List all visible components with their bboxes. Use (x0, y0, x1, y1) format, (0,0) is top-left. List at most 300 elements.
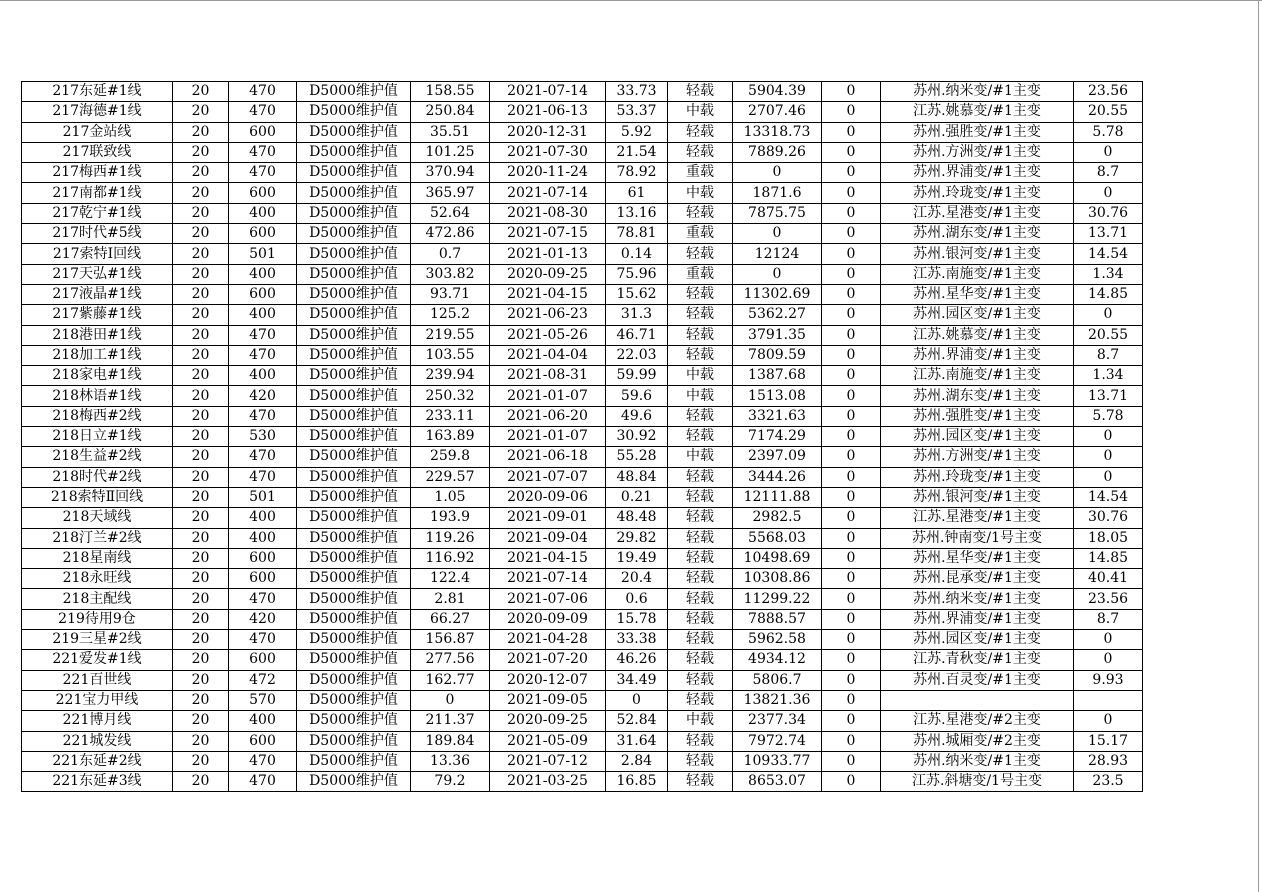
cell-margin[interactable]: 5962.58 (733, 630, 822, 650)
cell-transformer[interactable]: 江苏.姚慕变/#1主变 (881, 325, 1074, 345)
cell-load-rate[interactable]: 59.6 (606, 386, 668, 406)
cell-line-name[interactable]: 217海德#1线 (22, 102, 173, 122)
cell-transformer[interactable]: 苏州.强胜变/#1主变 (881, 122, 1074, 142)
cell-line-name[interactable]: 218林语#1线 (22, 386, 173, 406)
cell-data-source[interactable]: D5000维护值 (297, 325, 411, 345)
cell-load-status[interactable]: 轻载 (668, 203, 733, 223)
cell-load-status[interactable]: 轻载 (668, 427, 733, 447)
cell-load-status[interactable]: 中载 (668, 183, 733, 203)
cell-data-source[interactable]: D5000维护值 (297, 690, 411, 710)
cell-flag[interactable]: 0 (822, 772, 881, 792)
cell-data-source[interactable]: D5000维护值 (297, 224, 411, 244)
cell-load-value[interactable]: 0.7 (411, 244, 490, 264)
cell-flag[interactable]: 0 (822, 467, 881, 487)
cell-voltage[interactable]: 20 (173, 244, 229, 264)
cell-margin[interactable]: 0 (733, 264, 822, 284)
cell-data-source[interactable]: D5000维护值 (297, 284, 411, 304)
cell-load-value[interactable]: 219.55 (411, 325, 490, 345)
cell-load-rate[interactable]: 29.82 (606, 528, 668, 548)
cell-date[interactable]: 2021-03-25 (490, 772, 606, 792)
cell-load-rate[interactable]: 78.92 (606, 163, 668, 183)
cell-load-status[interactable]: 轻载 (668, 325, 733, 345)
cell-load-rate[interactable]: 21.54 (606, 142, 668, 162)
cell-load-status[interactable]: 轻载 (668, 630, 733, 650)
cell-line-name[interactable]: 219三星#2线 (22, 630, 173, 650)
cell-line-name[interactable]: 217东延#1线 (22, 82, 173, 102)
cell-transformer-value[interactable]: 14.54 (1074, 244, 1143, 264)
cell-date[interactable]: 2021-04-15 (490, 284, 606, 304)
cell-load-value[interactable]: 66.27 (411, 609, 490, 629)
cell-load-status[interactable]: 轻载 (668, 609, 733, 629)
cell-transformer-value[interactable]: 30.76 (1074, 203, 1143, 223)
cell-rated-capacity[interactable]: 470 (229, 345, 297, 365)
cell-load-rate[interactable]: 20.4 (606, 569, 668, 589)
cell-load-status[interactable]: 轻载 (668, 305, 733, 325)
cell-load-status[interactable]: 轻载 (668, 467, 733, 487)
cell-margin[interactable]: 1387.68 (733, 366, 822, 386)
cell-load-rate[interactable]: 49.6 (606, 406, 668, 426)
cell-load-rate[interactable]: 0.21 (606, 487, 668, 507)
cell-transformer[interactable]: 苏州.湖东变/#1主变 (881, 386, 1074, 406)
cell-margin[interactable]: 3444.26 (733, 467, 822, 487)
cell-transformer-value[interactable] (1074, 690, 1143, 710)
cell-line-name[interactable]: 217乾宁#1线 (22, 203, 173, 223)
cell-date[interactable]: 2021-05-26 (490, 325, 606, 345)
cell-transformer-value[interactable]: 8.7 (1074, 163, 1143, 183)
cell-margin[interactable]: 11299.22 (733, 589, 822, 609)
cell-flag[interactable]: 0 (822, 690, 881, 710)
cell-transformer[interactable]: 江苏.星港变/#1主变 (881, 203, 1074, 223)
cell-load-value[interactable]: 162.77 (411, 670, 490, 690)
cell-line-name[interactable]: 217梅西#1线 (22, 163, 173, 183)
cell-load-value[interactable]: 259.8 (411, 447, 490, 467)
cell-load-status[interactable]: 轻载 (668, 345, 733, 365)
cell-load-rate[interactable]: 34.49 (606, 670, 668, 690)
cell-load-rate[interactable]: 31.3 (606, 305, 668, 325)
cell-load-rate[interactable]: 59.99 (606, 366, 668, 386)
cell-date[interactable]: 2021-07-30 (490, 142, 606, 162)
cell-transformer[interactable]: 苏州.园区变/#1主变 (881, 305, 1074, 325)
cell-transformer[interactable]: 苏州.玲珑变/#1主变 (881, 183, 1074, 203)
cell-voltage[interactable]: 20 (173, 406, 229, 426)
cell-voltage[interactable]: 20 (173, 731, 229, 751)
cell-rated-capacity[interactable]: 600 (229, 284, 297, 304)
cell-transformer-value[interactable]: 23.56 (1074, 589, 1143, 609)
cell-voltage[interactable]: 20 (173, 305, 229, 325)
cell-load-value[interactable]: 119.26 (411, 528, 490, 548)
cell-load-status[interactable]: 轻载 (668, 548, 733, 568)
cell-load-value[interactable]: 233.11 (411, 406, 490, 426)
cell-transformer[interactable]: 苏州.昆承变/#1主变 (881, 569, 1074, 589)
cell-date[interactable]: 2020-12-31 (490, 122, 606, 142)
cell-rated-capacity[interactable]: 420 (229, 609, 297, 629)
cell-load-value[interactable]: 239.94 (411, 366, 490, 386)
cell-line-name[interactable]: 221百世线 (22, 670, 173, 690)
cell-load-rate[interactable]: 15.62 (606, 284, 668, 304)
cell-margin[interactable]: 7972.74 (733, 731, 822, 751)
cell-rated-capacity[interactable]: 600 (229, 650, 297, 670)
cell-flag[interactable]: 0 (822, 487, 881, 507)
cell-date[interactable]: 2021-07-06 (490, 589, 606, 609)
cell-voltage[interactable]: 20 (173, 325, 229, 345)
cell-transformer[interactable]: 苏州.纳米变/#1主变 (881, 82, 1074, 102)
cell-line-name[interactable]: 218主配线 (22, 589, 173, 609)
cell-rated-capacity[interactable]: 470 (229, 325, 297, 345)
cell-load-rate[interactable]: 31.64 (606, 731, 668, 751)
cell-margin[interactable]: 13821.36 (733, 690, 822, 710)
cell-transformer[interactable]: 苏州.纳米变/#1主变 (881, 589, 1074, 609)
cell-load-status[interactable]: 轻载 (668, 650, 733, 670)
cell-flag[interactable]: 0 (822, 569, 881, 589)
cell-voltage[interactable]: 20 (173, 711, 229, 731)
cell-line-name[interactable]: 217时代#5线 (22, 224, 173, 244)
cell-load-status[interactable]: 中载 (668, 447, 733, 467)
cell-load-status[interactable]: 轻载 (668, 244, 733, 264)
cell-line-name[interactable]: 217南都#1线 (22, 183, 173, 203)
cell-margin[interactable]: 5806.7 (733, 670, 822, 690)
cell-transformer-value[interactable]: 5.78 (1074, 122, 1143, 142)
cell-transformer-value[interactable]: 0 (1074, 467, 1143, 487)
cell-load-rate[interactable]: 15.78 (606, 609, 668, 629)
cell-transformer[interactable]: 苏州.银河变/#1主变 (881, 487, 1074, 507)
cell-data-source[interactable]: D5000维护值 (297, 305, 411, 325)
cell-line-name[interactable]: 218索特Ⅱ回线 (22, 487, 173, 507)
cell-rated-capacity[interactable]: 400 (229, 203, 297, 223)
cell-load-status[interactable]: 轻载 (668, 122, 733, 142)
cell-flag[interactable]: 0 (822, 406, 881, 426)
cell-transformer[interactable]: 江苏.星港变/#1主变 (881, 508, 1074, 528)
cell-transformer[interactable]: 苏州.纳米变/#1主变 (881, 751, 1074, 771)
cell-flag[interactable]: 0 (822, 284, 881, 304)
cell-transformer-value[interactable]: 14.85 (1074, 548, 1143, 568)
cell-transformer[interactable]: 苏州.星华变/#1主变 (881, 548, 1074, 568)
cell-transformer-value[interactable]: 8.7 (1074, 609, 1143, 629)
cell-date[interactable]: 2021-06-18 (490, 447, 606, 467)
cell-voltage[interactable]: 20 (173, 203, 229, 223)
cell-margin[interactable]: 7888.57 (733, 609, 822, 629)
cell-voltage[interactable]: 20 (173, 82, 229, 102)
cell-data-source[interactable]: D5000维护值 (297, 203, 411, 223)
cell-date[interactable]: 2021-01-07 (490, 386, 606, 406)
cell-line-name[interactable]: 218天域线 (22, 508, 173, 528)
cell-voltage[interactable]: 20 (173, 264, 229, 284)
cell-load-status[interactable]: 轻载 (668, 528, 733, 548)
cell-margin[interactable]: 10308.86 (733, 569, 822, 589)
cell-transformer[interactable]: 苏州.强胜变/#1主变 (881, 406, 1074, 426)
cell-load-value[interactable]: 0 (411, 690, 490, 710)
cell-voltage[interactable]: 20 (173, 366, 229, 386)
cell-rated-capacity[interactable]: 600 (229, 183, 297, 203)
cell-voltage[interactable]: 20 (173, 142, 229, 162)
cell-transformer[interactable]: 苏州.钟南变/1号主变 (881, 528, 1074, 548)
cell-transformer[interactable]: 苏州.百灵变/#1主变 (881, 670, 1074, 690)
cell-transformer-value[interactable]: 23.56 (1074, 82, 1143, 102)
cell-transformer[interactable]: 苏州.方洲变/#1主变 (881, 447, 1074, 467)
cell-data-source[interactable]: D5000维护值 (297, 630, 411, 650)
cell-voltage[interactable]: 20 (173, 224, 229, 244)
cell-load-rate[interactable]: 0 (606, 690, 668, 710)
cell-line-name[interactable]: 217紫藤#1线 (22, 305, 173, 325)
cell-line-name[interactable]: 218家电#1线 (22, 366, 173, 386)
cell-data-source[interactable]: D5000维护值 (297, 650, 411, 670)
cell-rated-capacity[interactable]: 400 (229, 305, 297, 325)
cell-margin[interactable]: 5568.03 (733, 528, 822, 548)
cell-transformer[interactable]: 苏州.玲珑变/#1主变 (881, 467, 1074, 487)
cell-load-status[interactable]: 轻载 (668, 772, 733, 792)
cell-load-rate[interactable]: 46.26 (606, 650, 668, 670)
cell-transformer-value[interactable]: 0 (1074, 447, 1143, 467)
cell-load-status[interactable]: 轻载 (668, 284, 733, 304)
cell-rated-capacity[interactable]: 470 (229, 163, 297, 183)
cell-transformer-value[interactable]: 14.85 (1074, 284, 1143, 304)
cell-rated-capacity[interactable]: 470 (229, 102, 297, 122)
cell-line-name[interactable]: 221爱发#1线 (22, 650, 173, 670)
cell-rated-capacity[interactable]: 501 (229, 487, 297, 507)
cell-flag[interactable]: 0 (822, 508, 881, 528)
cell-margin[interactable]: 10498.69 (733, 548, 822, 568)
cell-date[interactable]: 2021-07-07 (490, 467, 606, 487)
cell-data-source[interactable]: D5000维护值 (297, 406, 411, 426)
cell-load-rate[interactable]: 52.84 (606, 711, 668, 731)
cell-date[interactable]: 2020-11-24 (490, 163, 606, 183)
cell-data-source[interactable]: D5000维护值 (297, 386, 411, 406)
cell-margin[interactable]: 8653.07 (733, 772, 822, 792)
cell-load-value[interactable]: 13.36 (411, 751, 490, 771)
cell-load-status[interactable]: 中载 (668, 102, 733, 122)
cell-transformer-value[interactable]: 8.7 (1074, 345, 1143, 365)
cell-margin[interactable]: 12111.88 (733, 487, 822, 507)
cell-date[interactable]: 2021-09-01 (490, 508, 606, 528)
cell-voltage[interactable]: 20 (173, 690, 229, 710)
cell-load-rate[interactable]: 30.92 (606, 427, 668, 447)
cell-flag[interactable]: 0 (822, 325, 881, 345)
cell-voltage[interactable]: 20 (173, 548, 229, 568)
cell-line-name[interactable]: 221东延#2线 (22, 751, 173, 771)
cell-voltage[interactable]: 20 (173, 284, 229, 304)
cell-data-source[interactable]: D5000维护值 (297, 345, 411, 365)
cell-transformer-value[interactable]: 0 (1074, 650, 1143, 670)
cell-line-name[interactable]: 218加工#1线 (22, 345, 173, 365)
cell-load-value[interactable]: 79.2 (411, 772, 490, 792)
cell-rated-capacity[interactable]: 400 (229, 264, 297, 284)
cell-transformer-value[interactable]: 40.41 (1074, 569, 1143, 589)
cell-rated-capacity[interactable]: 470 (229, 630, 297, 650)
cell-load-value[interactable]: 472.86 (411, 224, 490, 244)
cell-load-value[interactable]: 370.94 (411, 163, 490, 183)
cell-voltage[interactable]: 20 (173, 345, 229, 365)
cell-load-rate[interactable]: 75.96 (606, 264, 668, 284)
cell-transformer[interactable]: 江苏.青秋变/#1主变 (881, 650, 1074, 670)
cell-load-status[interactable]: 轻载 (668, 589, 733, 609)
cell-load-rate[interactable]: 48.84 (606, 467, 668, 487)
cell-data-source[interactable]: D5000维护值 (297, 122, 411, 142)
cell-flag[interactable]: 0 (822, 82, 881, 102)
cell-flag[interactable]: 0 (822, 163, 881, 183)
cell-rated-capacity[interactable]: 470 (229, 82, 297, 102)
cell-load-value[interactable]: 116.92 (411, 548, 490, 568)
cell-line-name[interactable]: 218梅西#2线 (22, 406, 173, 426)
cell-voltage[interactable]: 20 (173, 609, 229, 629)
cell-load-status[interactable]: 轻载 (668, 508, 733, 528)
cell-voltage[interactable]: 20 (173, 589, 229, 609)
cell-date[interactable]: 2021-04-15 (490, 548, 606, 568)
cell-margin[interactable]: 2397.09 (733, 447, 822, 467)
cell-rated-capacity[interactable]: 470 (229, 589, 297, 609)
cell-transformer-value[interactable]: 20.55 (1074, 102, 1143, 122)
cell-load-value[interactable]: 277.56 (411, 650, 490, 670)
cell-load-status[interactable]: 中载 (668, 366, 733, 386)
cell-load-rate[interactable]: 61 (606, 183, 668, 203)
cell-line-name[interactable]: 218汀兰#2线 (22, 528, 173, 548)
cell-line-name[interactable]: 221博月线 (22, 711, 173, 731)
cell-date[interactable]: 2021-07-14 (490, 569, 606, 589)
cell-date[interactable]: 2021-01-13 (490, 244, 606, 264)
cell-voltage[interactable]: 20 (173, 386, 229, 406)
cell-rated-capacity[interactable]: 600 (229, 122, 297, 142)
cell-margin[interactable]: 0 (733, 224, 822, 244)
cell-flag[interactable]: 0 (822, 386, 881, 406)
cell-rated-capacity[interactable]: 470 (229, 467, 297, 487)
cell-date[interactable]: 2021-07-14 (490, 82, 606, 102)
cell-load-rate[interactable]: 53.37 (606, 102, 668, 122)
cell-voltage[interactable]: 20 (173, 163, 229, 183)
cell-data-source[interactable]: D5000维护值 (297, 670, 411, 690)
cell-line-name[interactable]: 221宝力甲线 (22, 690, 173, 710)
cell-transformer-value[interactable]: 28.93 (1074, 751, 1143, 771)
cell-load-rate[interactable]: 48.48 (606, 508, 668, 528)
cell-transformer-value[interactable]: 15.17 (1074, 731, 1143, 751)
cell-date[interactable]: 2020-09-25 (490, 264, 606, 284)
cell-flag[interactable]: 0 (822, 751, 881, 771)
cell-margin[interactable]: 1871.6 (733, 183, 822, 203)
cell-date[interactable]: 2021-08-30 (490, 203, 606, 223)
cell-margin[interactable]: 4934.12 (733, 650, 822, 670)
cell-transformer-value[interactable]: 1.34 (1074, 264, 1143, 284)
cell-load-value[interactable]: 103.55 (411, 345, 490, 365)
cell-load-value[interactable]: 101.25 (411, 142, 490, 162)
cell-margin[interactable]: 2377.34 (733, 711, 822, 731)
cell-date[interactable]: 2021-07-15 (490, 224, 606, 244)
cell-date[interactable]: 2020-09-25 (490, 711, 606, 731)
cell-margin[interactable]: 7809.59 (733, 345, 822, 365)
cell-flag[interactable]: 0 (822, 122, 881, 142)
cell-voltage[interactable]: 20 (173, 650, 229, 670)
cell-flag[interactable]: 0 (822, 244, 881, 264)
cell-data-source[interactable]: D5000维护值 (297, 82, 411, 102)
cell-transformer-value[interactable]: 13.71 (1074, 386, 1143, 406)
cell-transformer[interactable]: 苏州.界浦变/#1主变 (881, 609, 1074, 629)
cell-line-name[interactable]: 217索特Ⅰ回线 (22, 244, 173, 264)
cell-date[interactable]: 2021-09-04 (490, 528, 606, 548)
cell-transformer[interactable]: 苏州.星华变/#1主变 (881, 284, 1074, 304)
cell-load-status[interactable]: 轻载 (668, 731, 733, 751)
cell-transformer[interactable]: 苏州.湖东变/#1主变 (881, 224, 1074, 244)
cell-rated-capacity[interactable]: 400 (229, 366, 297, 386)
cell-date[interactable]: 2021-07-20 (490, 650, 606, 670)
cell-voltage[interactable]: 20 (173, 102, 229, 122)
cell-voltage[interactable]: 20 (173, 751, 229, 771)
cell-load-value[interactable]: 365.97 (411, 183, 490, 203)
cell-data-source[interactable]: D5000维护值 (297, 447, 411, 467)
cell-flag[interactable]: 0 (822, 528, 881, 548)
cell-margin[interactable]: 0 (733, 163, 822, 183)
cell-load-rate[interactable]: 78.81 (606, 224, 668, 244)
cell-rated-capacity[interactable]: 400 (229, 711, 297, 731)
cell-data-source[interactable]: D5000维护值 (297, 772, 411, 792)
cell-rated-capacity[interactable]: 600 (229, 224, 297, 244)
cell-load-value[interactable]: 158.55 (411, 82, 490, 102)
cell-load-value[interactable]: 211.37 (411, 711, 490, 731)
cell-voltage[interactable]: 20 (173, 630, 229, 650)
cell-flag[interactable]: 0 (822, 548, 881, 568)
cell-rated-capacity[interactable]: 472 (229, 670, 297, 690)
cell-flag[interactable]: 0 (822, 264, 881, 284)
cell-flag[interactable]: 0 (822, 630, 881, 650)
cell-transformer[interactable]: 江苏.南施变/#1主变 (881, 366, 1074, 386)
cell-voltage[interactable]: 20 (173, 467, 229, 487)
cell-line-name[interactable]: 218永旺线 (22, 569, 173, 589)
cell-data-source[interactable]: D5000维护值 (297, 487, 411, 507)
cell-flag[interactable]: 0 (822, 670, 881, 690)
cell-rated-capacity[interactable]: 400 (229, 528, 297, 548)
cell-margin[interactable]: 3791.35 (733, 325, 822, 345)
cell-transformer-value[interactable]: 18.05 (1074, 528, 1143, 548)
cell-data-source[interactable]: D5000维护值 (297, 751, 411, 771)
cell-line-name[interactable]: 221东延#3线 (22, 772, 173, 792)
cell-flag[interactable]: 0 (822, 650, 881, 670)
cell-date[interactable]: 2021-05-09 (490, 731, 606, 751)
cell-rated-capacity[interactable]: 501 (229, 244, 297, 264)
cell-data-source[interactable]: D5000维护值 (297, 508, 411, 528)
cell-transformer[interactable]: 苏州.界浦变/#1主变 (881, 345, 1074, 365)
cell-voltage[interactable]: 20 (173, 772, 229, 792)
cell-date[interactable]: 2021-04-28 (490, 630, 606, 650)
cell-date[interactable]: 2020-09-09 (490, 609, 606, 629)
cell-load-rate[interactable]: 33.73 (606, 82, 668, 102)
cell-flag[interactable]: 0 (822, 305, 881, 325)
cell-data-source[interactable]: D5000维护值 (297, 163, 411, 183)
cell-transformer-value[interactable]: 13.71 (1074, 224, 1143, 244)
cell-load-status[interactable]: 轻载 (668, 690, 733, 710)
cell-margin[interactable]: 7889.26 (733, 142, 822, 162)
cell-load-rate[interactable]: 0.6 (606, 589, 668, 609)
cell-line-name[interactable]: 218生益#2线 (22, 447, 173, 467)
cell-date[interactable]: 2021-04-04 (490, 345, 606, 365)
cell-voltage[interactable]: 20 (173, 447, 229, 467)
cell-flag[interactable]: 0 (822, 427, 881, 447)
cell-date[interactable]: 2020-12-07 (490, 670, 606, 690)
cell-rated-capacity[interactable]: 400 (229, 508, 297, 528)
cell-data-source[interactable]: D5000维护值 (297, 731, 411, 751)
cell-rated-capacity[interactable]: 570 (229, 690, 297, 710)
cell-flag[interactable]: 0 (822, 203, 881, 223)
cell-date[interactable]: 2021-06-23 (490, 305, 606, 325)
cell-margin[interactable]: 2707.46 (733, 102, 822, 122)
cell-transformer[interactable]: 苏州.城厢变/#2主变 (881, 731, 1074, 751)
cell-load-value[interactable]: 163.89 (411, 427, 490, 447)
cell-line-name[interactable]: 217液晶#1线 (22, 284, 173, 304)
cell-line-name[interactable]: 218日立#1线 (22, 427, 173, 447)
cell-line-name[interactable]: 218时代#2线 (22, 467, 173, 487)
cell-date[interactable]: 2020-09-06 (490, 487, 606, 507)
cell-flag[interactable]: 0 (822, 711, 881, 731)
cell-load-status[interactable]: 轻载 (668, 751, 733, 771)
cell-flag[interactable]: 0 (822, 731, 881, 751)
cell-flag[interactable]: 0 (822, 447, 881, 467)
cell-transformer-value[interactable]: 0 (1074, 142, 1143, 162)
cell-transformer[interactable]: 江苏.姚慕变/#1主变 (881, 102, 1074, 122)
cell-voltage[interactable]: 20 (173, 122, 229, 142)
